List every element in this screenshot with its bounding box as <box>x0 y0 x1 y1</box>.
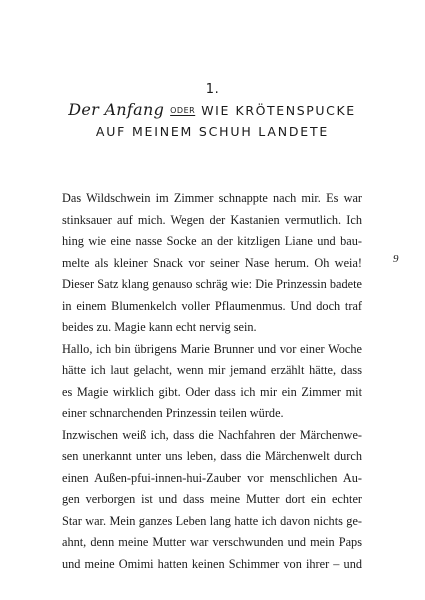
body-text <box>62 188 362 575</box>
chapter-title-connector: ODER <box>170 106 196 115</box>
text-line: Star war. Mein ganzes Leben lang hatte ich davon nichts ge- <box>62 513 362 528</box>
page-number: 9 <box>393 253 399 265</box>
text-line: melte als kleiner Snack vor seiner Nase herum. Oh weia! <box>62 255 362 270</box>
text-line: Dieser Satz klang genauso schräg wie: Die Prinzessin badete <box>62 277 362 291</box>
text-line: einer schnarchenden Prinzessin teilen würde. <box>62 406 284 420</box>
text-line: stinksauer auf mich. Wegen der Kastanien vermutlich. Ich <box>62 212 362 227</box>
text-line: einen Außen-pfui-innen-hui-Zauber vor menschlichen Au- <box>62 470 362 485</box>
chapter-title-caps-1: WIE KRÖTENSPUCKE <box>201 103 356 118</box>
text-line: beides zu. Magie kann echt nervig sein. <box>62 320 257 334</box>
text-line: Inzwischen weiß ich, dass die Nachfahren der Märchenwe- <box>62 427 362 442</box>
text-line: gen verborgen ist und dass meine Mutter dort ein echter <box>62 492 362 506</box>
text-line: es Magie wirklich gibt. Oder dass ich mir ein Zimmer mit <box>62 384 362 399</box>
text-line: hätte ich laut gelacht, wenn mir jemand erzählt hätte, dass <box>62 363 362 377</box>
chapter-number: 1. <box>205 82 220 97</box>
chapter-title-line-1 <box>62 100 362 119</box>
text-line: ahnt, denn meine Mutter war verschwunden und mein Paps <box>62 535 362 549</box>
text-line: hing wie eine nasse Socke an der kitzligen Liane und bau- <box>62 234 362 248</box>
text-line: in einem Blumenkelch voller Pflaumenmus. Und doch traf <box>62 298 362 313</box>
text-line: Hallo, ich bin übrigens Marie Brunner und vor einer Woche <box>62 341 362 356</box>
text-line: sen unerkannt unter uns leben, dass die Märchenwelt durch <box>62 449 362 463</box>
chapter-title-script: Der Anfang <box>68 100 165 119</box>
text-line: Das Wildschwein im Zimmer schnappte nach mir. Es war <box>62 191 362 205</box>
text-line: und meine Omimi hatten keinen Schimmer von ihrer – und <box>62 556 362 571</box>
chapter-title-line-2: AUF MEINEM SCHUH LANDETE <box>95 124 330 139</box>
